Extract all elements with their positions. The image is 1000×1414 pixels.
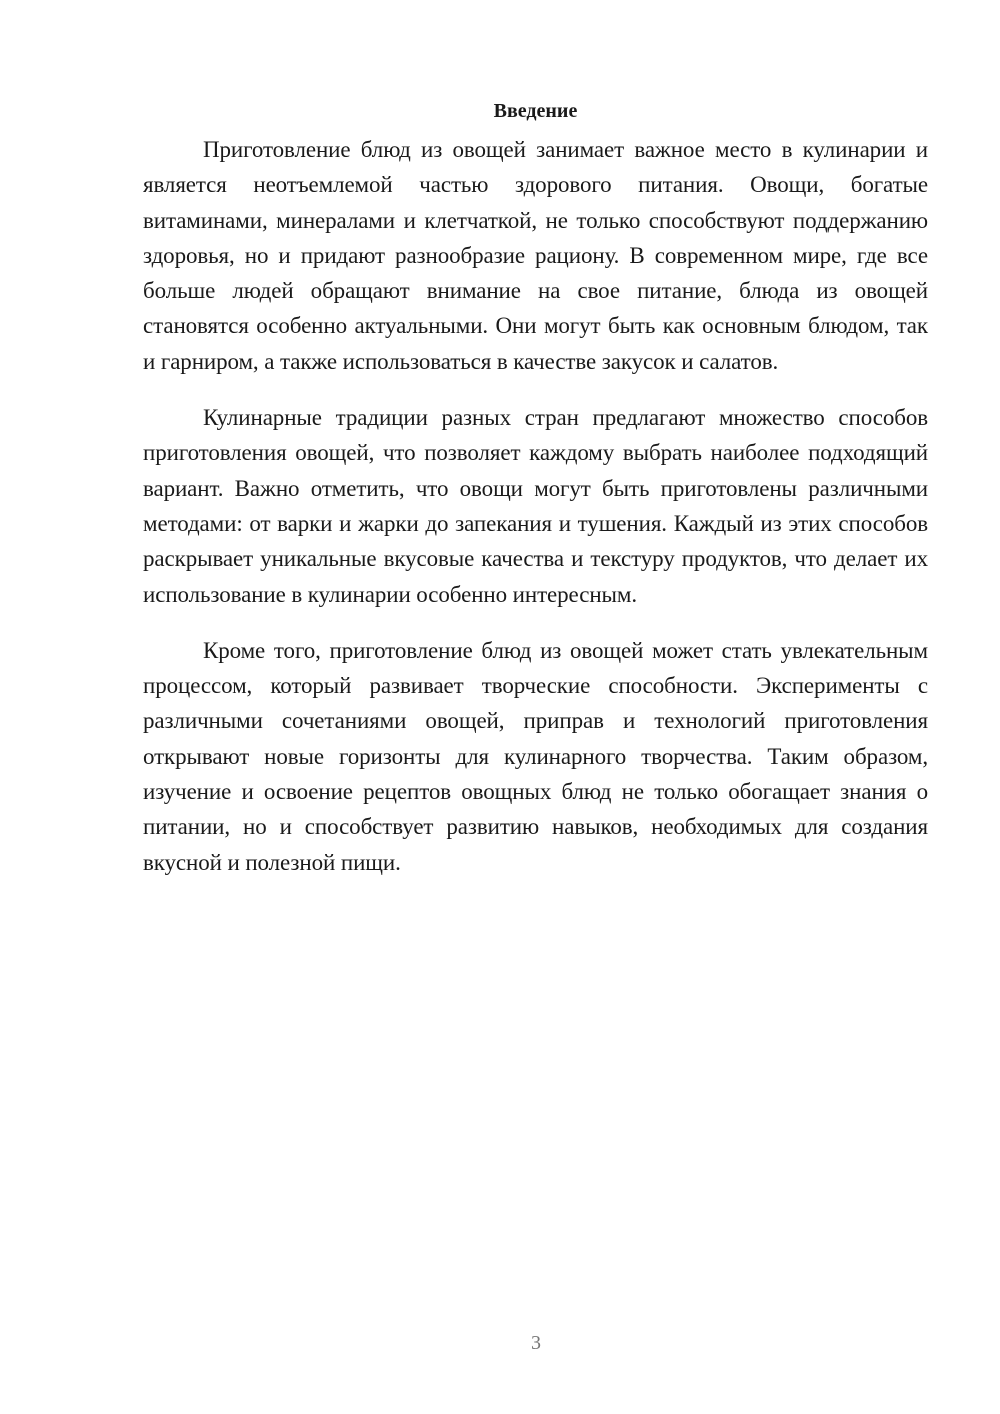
section-heading: Введение [493, 100, 578, 122]
paragraph-3: Кроме того, приготовление блюд из овощей может стать увлекательным процессом, который развивает творческие способности. Эксперименты с различными сочетаниями овощей, приправ и технологий приготовления открывают новые горизонты для кулинарного творчества. Таким образом, изучение и освоение рецептов овощных блюд не только обогащает знания о питании, но и способствует развитию навыков, необходимых для создания вкусной и полезной пищи. [143, 637, 928, 875]
page-content [143, 96, 928, 901]
paragraph-2: Кулинарные традиции разных стран предлагают множество способов приготовления овощей, что позволяет каждому выбрать наиболее подходящий вариант. Важно отметить, что овощи могут быть приготовлены различными методами: от варки и жарки до запекания и тушения. Каждый из этих способов раскрывает уникальные вкусовые качества и текстуру продуктов, что делает их использование в кулинарии особенно интересным. [143, 405, 928, 607]
page-number: 3 [531, 1332, 541, 1354]
paragraph-1: Приготовление блюд из овощей занимает важное место в кулинарии и является неотъемлемой частью здорового питания. Овощи, богатые витаминами, минералами и клетчаткой, не только способствуют поддержанию здоровья, но и придают разнообразие рациону. В современном мире, где все больше людей обращают внимание на свое питание, блюда из овощей становятся особенно актуальными. Они могут быть как основным блюдом, так и гарниром, а также использоваться в качестве закусок и салатов. [143, 137, 928, 374]
